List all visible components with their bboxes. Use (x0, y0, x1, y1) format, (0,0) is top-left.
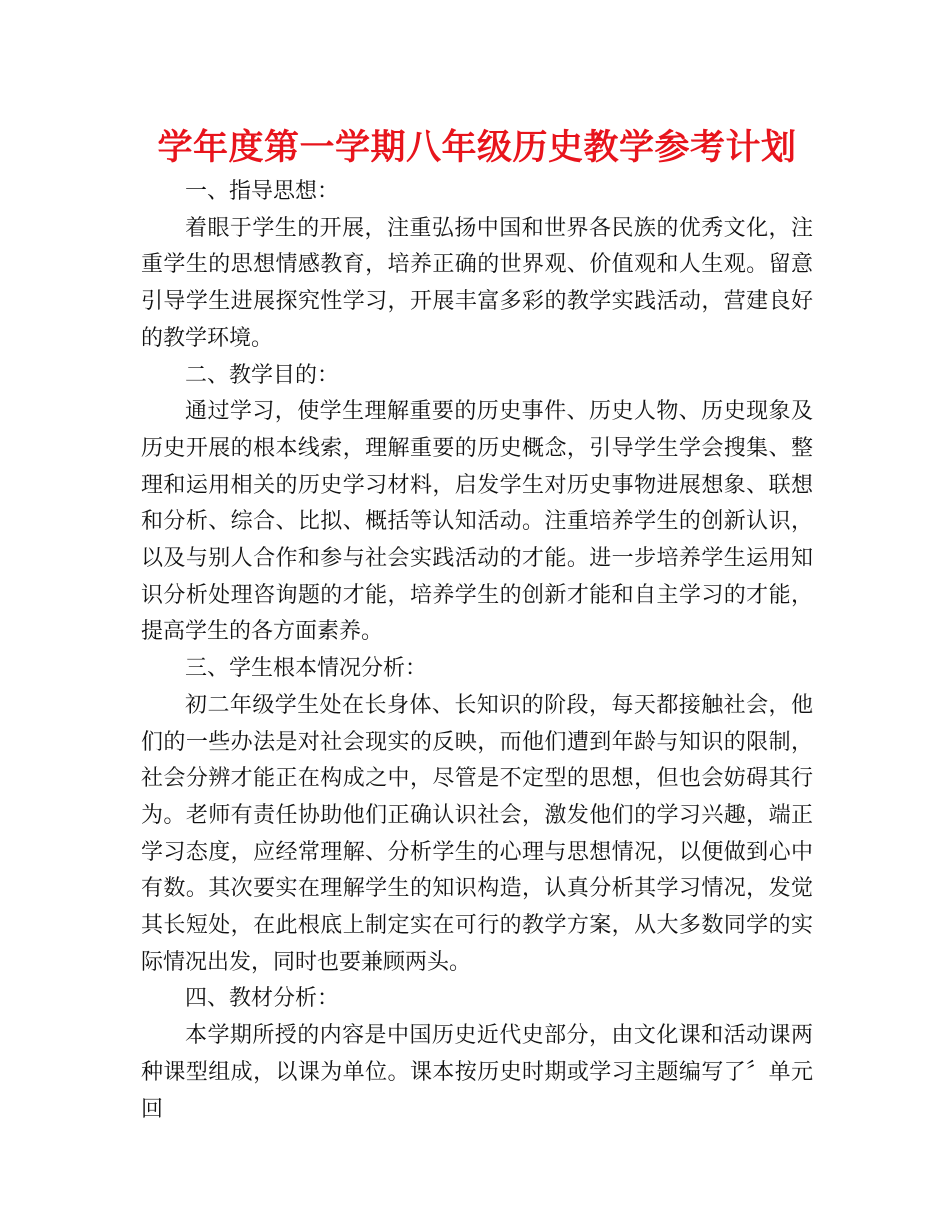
section-heading-guiding-ideology: 一、指导思想： (185, 179, 340, 204)
section-paragraph-textbook-analysis: 本学期所授的内容是中国历史近代史部分，由文化课和活动课两种课型组成，以课为单位。课本按历史时期或学习主题编写了〞单元回 (141, 1023, 813, 1122)
section-heading-textbook-analysis: 四、教材分析： (185, 986, 340, 1012)
section-heading-student-analysis: 三、学生根本情况分析： (185, 656, 428, 682)
section-paragraph-student-analysis: 初二年级学生处在长身体、长知识的阶段，每天都接触社会，他们的一些办法是对社会现实的反映，而他们遭到年龄与知识的限制，社会分辨才能正在构成之中，尽管是不定型的思想，但也会妨碍其行为。老师有责任协助他们正确认识社会，激发他们的学习兴趣，端正学习态度，应经常理解、分析学生的心理与思想情况，以便做到心中有数。其次要实在理解学生的知识构造，认真分析其学习情况，发觉其长短处，在此根底上制定实在可行的教学方案，从大多数同学的实际情况出发，同时也要兼顾两头。 (141, 692, 813, 975)
section-paragraph-teaching-goals: 通过学习，使学生理解重要的历史事件、历史人物、历史现象及历史开展的根本线索，理解重要的历史概念，引导学生学会搜集、整理和运用相关的历史学习材料，启发学生对历史事物进展想象、联想和分析、综合、比拟、概括等认知活动。注重培养学生的创新认识，以及与别人合作和参与社会实践活动的才能。进一步培养学生运用知识分析处理咨询题的才能，培养学生的创新才能和自主学习的才能，提高学生的各方面素养。 (141, 399, 813, 645)
document-title: 学年度第一学期八年级历史教学参考计划 (157, 128, 797, 168)
document-page (141, 122, 813, 1128)
section-paragraph-guiding-ideology: 着眼于学生的开展，注重弘扬中国和世界各民族的优秀文化，注重学生的思想情感教育，培养正确的世界观、价值观和人生观。留意引导学生进展探究性学习，开展丰富多彩的教学实践活动，营建良好的教学环境。 (141, 215, 813, 351)
section-heading-teaching-goals: 二、教学目的： (185, 362, 340, 388)
